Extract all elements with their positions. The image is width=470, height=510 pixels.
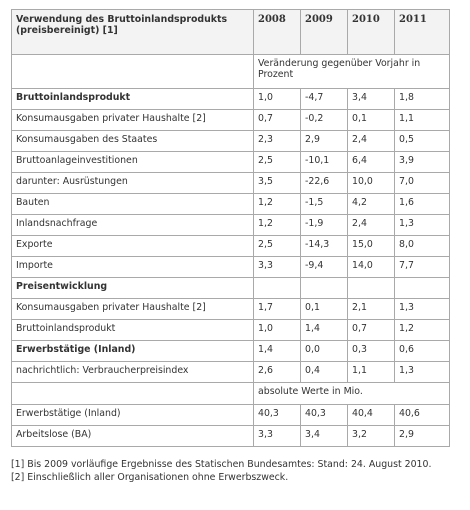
table-row [12,362,450,383]
value-cell-2010: 0,7 [348,320,395,341]
gdp-usage-table [11,9,450,447]
value-cell-2008: 1,2 [254,215,301,236]
footnote-2: [2] Einschließlich aller Organisationen ohne Erwerbszweck. [11,472,289,483]
value-cell-2011: 40,6 [395,405,450,426]
table-row [12,299,450,320]
value-cell-2008: 40,3 [254,405,301,426]
value-cell-2009: 2,9 [301,131,348,152]
row-label: Konsumausgaben des Staates [12,131,254,152]
unit-row-blank [12,383,254,405]
value-cell-2008: 1,0 [254,89,301,110]
table-header-row [12,10,450,55]
value-cell-2010: 3,4 [348,89,395,110]
value-cell-2011: 1,3 [395,215,450,236]
row-label: nachrichtlich: Verbraucherpreisindex [12,362,254,383]
value-cell-2011: 1,6 [395,194,450,215]
table-row [12,152,450,173]
value-cell-2009: -10,1 [301,152,348,173]
row-label: darunter: Ausrüstungen [12,173,254,194]
value-cell-2011: 1,3 [395,362,450,383]
unit-row-change [12,55,450,89]
value-cell-2009: 0,4 [301,362,348,383]
value-cell-2010: 15,0 [348,236,395,257]
row-label: Bauten [12,194,254,215]
empty-cell [395,278,450,299]
row-label: Erwerbstätige (Inland) [12,341,254,362]
value-cell-2011: 1,8 [395,89,450,110]
value-cell-2010: 2,4 [348,215,395,236]
table-row [12,89,450,110]
value-cell-2010: 4,2 [348,194,395,215]
value-cell-2008: 3,3 [254,257,301,278]
empty-cell [254,278,301,299]
footnote-1: [1] Bis 2009 vorläufige Ergebnisse des Statischen Bundesamtes: Stand: 24. August 2010. [11,459,432,470]
value-cell-2009: 1,4 [301,320,348,341]
value-cell-2009: -4,7 [301,89,348,110]
table-title-header: Verwendung des Bruttoinlandsprodukts (preisbereinigt) [1] [12,10,254,55]
row-label: Importe [12,257,254,278]
value-cell-2011: 7,0 [395,173,450,194]
value-cell-2009: -14,3 [301,236,348,257]
table-row [12,405,450,426]
unit-row-absolute [12,383,450,405]
value-cell-2010: 3,2 [348,426,395,447]
row-label: Bruttoinlandsprodukt [12,320,254,341]
row-label: Exporte [12,236,254,257]
table-row [12,320,450,341]
row-label: Inlandsnachfrage [12,215,254,236]
value-cell-2008: 3,5 [254,173,301,194]
value-cell-2010: 40,4 [348,405,395,426]
value-cell-2011: 0,6 [395,341,450,362]
table-row [12,426,450,447]
value-cell-2010: 0,3 [348,341,395,362]
value-cell-2011: 3,9 [395,152,450,173]
value-cell-2009: -1,9 [301,215,348,236]
year-header-2008: 2008 [254,10,301,55]
row-label: Bruttoinlandsprodukt [12,89,254,110]
value-cell-2008: 3,3 [254,426,301,447]
value-cell-2011: 1,1 [395,110,450,131]
value-cell-2011: 1,2 [395,320,450,341]
value-cell-2009: -22,6 [301,173,348,194]
value-cell-2011: 1,3 [395,299,450,320]
value-cell-2009: -0,2 [301,110,348,131]
value-cell-2009: -9,4 [301,257,348,278]
value-cell-2011: 2,9 [395,426,450,447]
table-row [12,215,450,236]
value-cell-2009: 3,4 [301,426,348,447]
value-cell-2008: 1,2 [254,194,301,215]
unit-row-absolute-label: absolute Werte in Mio. [254,383,450,405]
table-row [12,173,450,194]
unit-row-blank [12,55,254,89]
table-row [12,257,450,278]
value-cell-2010: 0,1 [348,110,395,131]
value-cell-2010: 2,4 [348,131,395,152]
value-cell-2008: 1,0 [254,320,301,341]
value-cell-2008: 2,5 [254,236,301,257]
value-cell-2009: 0,1 [301,299,348,320]
value-cell-2011: 7,7 [395,257,450,278]
value-cell-2009: 0,0 [301,341,348,362]
table-row [12,110,450,131]
row-label: Arbeitslose (BA) [12,426,254,447]
table-body [12,55,450,447]
value-cell-2010: 2,1 [348,299,395,320]
value-cell-2008: 2,6 [254,362,301,383]
value-cell-2010: 10,0 [348,173,395,194]
value-cell-2008: 2,5 [254,152,301,173]
table-row [12,236,450,257]
year-header-2009: 2009 [301,10,348,55]
section-title: Preisentwicklung [12,278,254,299]
value-cell-2008: 2,3 [254,131,301,152]
table-row [12,341,450,362]
value-cell-2011: 0,5 [395,131,450,152]
table-row [12,194,450,215]
footnotes [11,458,456,484]
empty-cell [348,278,395,299]
value-cell-2008: 1,7 [254,299,301,320]
value-cell-2008: 0,7 [254,110,301,131]
section-row-prices [12,278,450,299]
row-label: Konsumausgaben privater Haushalte [2] [12,110,254,131]
row-label: Konsumausgaben privater Haushalte [2] [12,299,254,320]
year-header-2010: 2010 [348,10,395,55]
value-cell-2009: 40,3 [301,405,348,426]
year-header-2011: 2011 [395,10,450,55]
row-label: Bruttoanlageinvestitionen [12,152,254,173]
unit-row-change-label: Veränderung gegenüber Vorjahr in Prozent [254,55,450,89]
value-cell-2010: 6,4 [348,152,395,173]
row-label: Erwerbstätige (Inland) [12,405,254,426]
value-cell-2009: -1,5 [301,194,348,215]
value-cell-2011: 8,0 [395,236,450,257]
table-row [12,131,450,152]
value-cell-2008: 1,4 [254,341,301,362]
value-cell-2010: 14,0 [348,257,395,278]
value-cell-2010: 1,1 [348,362,395,383]
empty-cell [301,278,348,299]
